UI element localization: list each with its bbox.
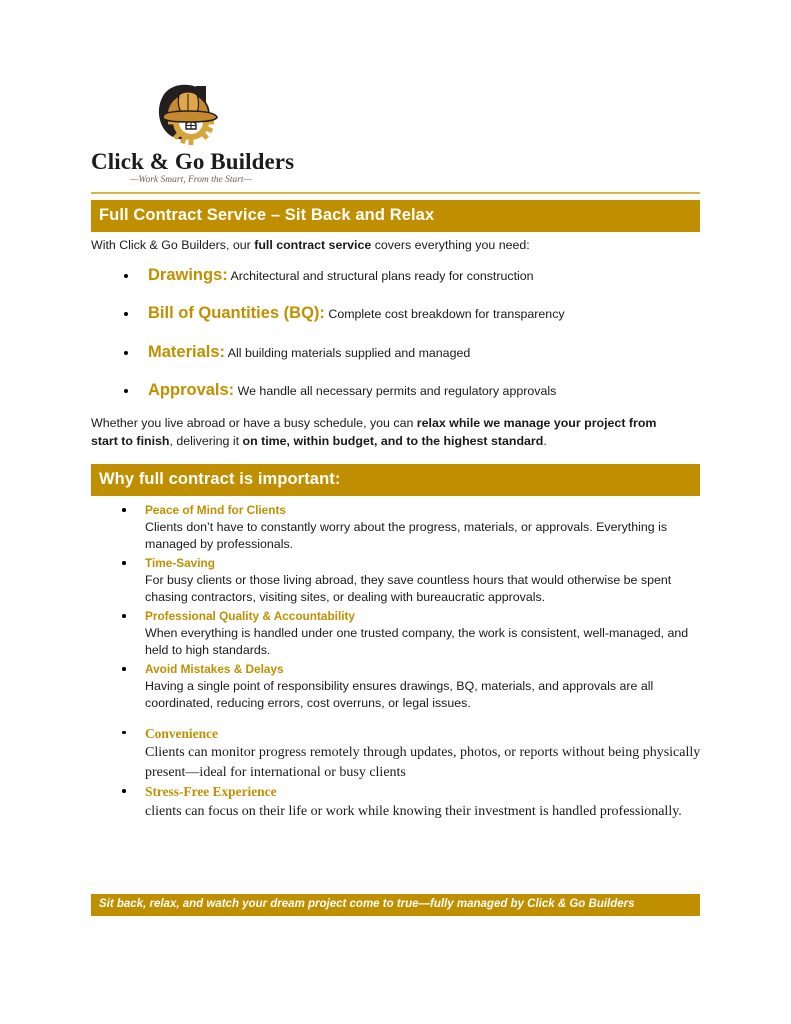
bullet-dot-icon — [122, 508, 126, 512]
list-item — [91, 266, 691, 286]
closing-text-part2: , delivering it — [169, 433, 243, 448]
service-description: We handle all necessary permits and regulatory approvals — [234, 383, 557, 398]
benefit-title: Avoid Mistakes & Delays — [145, 661, 284, 676]
benefit-body: clients can focus on their life or work while knowing their investment is handled professionally. — [145, 803, 682, 819]
header-divider-rule — [91, 192, 700, 194]
service-description: Complete cost breakdown for transparency — [324, 307, 565, 322]
list-item — [91, 783, 701, 821]
list-item — [91, 608, 701, 660]
service-label: Approvals: — [148, 380, 235, 399]
brand-tagline: —Work Smart, From the Start— — [129, 175, 252, 186]
benefit-body: Clients can monitor progress remotely through updates, photos, or reports without being physically present—ideal for international or busy clients — [145, 745, 701, 780]
brand-logo-block — [91, 78, 295, 186]
closing-text-part3: . — [543, 433, 547, 448]
section-one-heading-text: Full Contract Service – Sit Back and Relax — [99, 206, 435, 224]
benefit-body: Having a single point of responsibility ensures drawings, BQ, materials, and approvals are all coordinated, reducing errors, cost overruns, or legal issues. — [145, 678, 654, 711]
benefit-title: Time-Saving — [145, 555, 215, 570]
list-item — [91, 304, 691, 324]
section-two-heading-bar — [91, 464, 700, 496]
brand-name: Click & Go Builders — [91, 149, 295, 174]
service-label: Bill of Quantities (BQ): — [148, 304, 325, 323]
bullet-dot-icon — [122, 731, 126, 735]
footer-banner-text: Sit back, relax, and watch your dream project come to true—fully managed by Click & Go Builders — [99, 898, 635, 910]
benefit-title: Stress-Free Experience — [145, 784, 277, 799]
service-label: Drawings: — [148, 266, 228, 284]
bullet-dot-icon — [122, 789, 126, 793]
list-item — [91, 661, 701, 713]
intro-text-before: With Click & Go Builders, our — [91, 238, 255, 252]
closing-text-part1: Whether you live abroad or have a busy schedule, you can — [91, 416, 417, 430]
benefits-list — [91, 502, 701, 822]
benefit-body: When everything is handled under one trusted company, the work is consistent, well-managed, and held to high standards. — [145, 625, 689, 658]
closing-text-bold2: on time, within budget, and to the highest standard — [242, 433, 544, 448]
bullet-dot-icon — [122, 561, 126, 565]
list-item — [91, 555, 701, 607]
bullet-dot-icon — [124, 351, 128, 355]
intro-text-after: covers everything you need: — [371, 238, 530, 252]
benefit-title: Professional Quality & Accountability — [145, 608, 355, 623]
footer-banner — [91, 894, 700, 916]
service-description: Architectural and structural plans ready for construction — [227, 269, 534, 283]
bullet-dot-icon — [122, 667, 126, 671]
bullet-dot-icon — [122, 614, 126, 618]
list-item — [91, 502, 701, 554]
benefit-body: For busy clients or those living abroad, they save countless hours that would otherwise be spent chasing contractors, visiting sites, or dealing with bureaucratic approvals. — [145, 572, 672, 605]
list-item — [91, 381, 691, 401]
benefit-title: Convenience — [145, 725, 218, 741]
service-label: Materials: — [148, 342, 226, 361]
closing-text-bold1: relax while we manage your project from start to finish — [91, 416, 657, 448]
closing-paragraph — [91, 415, 685, 451]
list-item — [91, 343, 691, 363]
section-one-heading-bar — [91, 200, 700, 232]
list-item — [91, 725, 701, 782]
bullet-dot-icon — [124, 312, 128, 316]
intro-paragraph — [91, 237, 691, 255]
benefit-body: Clients don’t have to constantly worry about the progress, materials, or approvals. Everything is managed by professionals. — [145, 519, 668, 552]
bullet-dot-icon — [124, 274, 128, 278]
benefit-title: Peace of Mind for Clients — [145, 503, 286, 517]
bullet-dot-icon — [124, 389, 128, 393]
services-list — [91, 266, 691, 419]
builder-c-hardhat-gear-logo-icon — [141, 78, 241, 148]
service-description: All building materials supplied and managed — [225, 345, 471, 360]
section-two-heading-text: Why full contract is important: — [99, 470, 341, 488]
intro-text-bold: full contract service — [254, 238, 372, 252]
